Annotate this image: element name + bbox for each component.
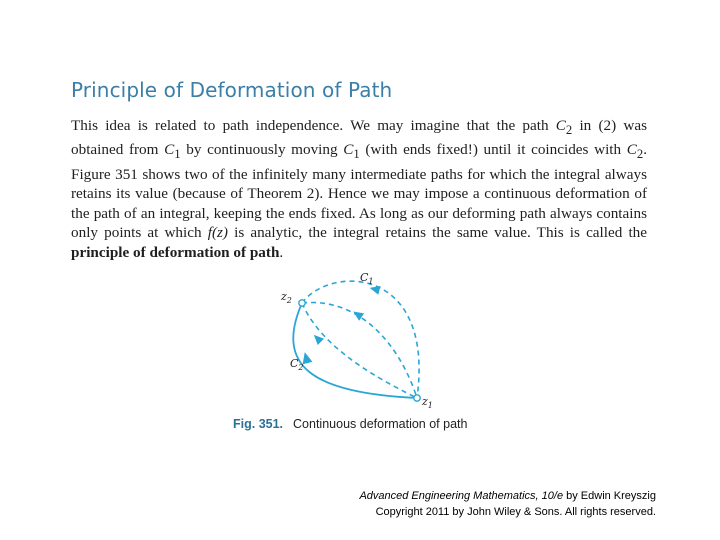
label-z1: $z_1$ xyxy=(422,395,433,410)
path-subscript: 2 xyxy=(565,123,573,138)
copyright-line: Copyright 2011 by John Wiley & Sons. All rights reserved. xyxy=(375,506,656,518)
figure-caption xyxy=(233,417,467,431)
endpoint-z2 xyxy=(299,300,305,306)
figure-number: Fig. 351. xyxy=(233,417,284,431)
endpoint-z1 xyxy=(414,395,420,401)
text-segment: . Figure 351 shows two of the infinitely many intermediate paths for which the integral always retains its value (because of Theorem 2). Hence we may impose a continuous deformation of the path of an integral, keeping the ends fixed. As long as our deforming path always contains only points at which xyxy=(71,141,648,242)
label-z2: $z_2$ xyxy=(281,290,292,305)
path-c2 xyxy=(293,303,417,398)
path-symbol: C xyxy=(164,141,175,159)
text-segment: by continuously moving xyxy=(180,141,344,159)
arrow-c1 xyxy=(374,289,378,290)
caption-text: Continuous deformation of path xyxy=(293,417,468,431)
function-symbol: f(z) xyxy=(207,224,228,242)
path-subscript: 1 xyxy=(353,147,360,162)
copyright-footer xyxy=(359,488,656,520)
path-symbol: C xyxy=(555,117,566,134)
text-segment: This idea is related to path independence. We may imagine that the path xyxy=(71,117,556,134)
book-line xyxy=(359,488,656,504)
path-subscript: 1 xyxy=(174,147,181,162)
path-intermediate-straight xyxy=(302,303,417,398)
text-segment: in (2) was obtained from xyxy=(71,117,647,159)
book-title: Advanced Engineering Mathematics, 10/e xyxy=(359,490,564,502)
arrow-straight xyxy=(317,338,320,341)
text-segment: . xyxy=(279,243,284,261)
section-title: Principle of Deformation of Path xyxy=(71,78,393,102)
label-c2: $C_2$ xyxy=(290,357,304,372)
text-segment: is analytic, the integral retains the same value. This is called the xyxy=(227,224,647,242)
book-author: by Edwin Kreyszig xyxy=(563,490,656,502)
path-subscript: 2 xyxy=(636,147,644,162)
label-c1: $C_1$ xyxy=(360,271,374,286)
path-intermediate-inner xyxy=(302,302,417,398)
body-paragraph xyxy=(71,116,647,262)
path-symbol: C xyxy=(626,141,637,159)
arrow-c2 xyxy=(306,357,307,361)
text-segment: (with ends fixed!) until it coincides with xyxy=(359,141,627,159)
deformation-figure xyxy=(250,265,450,415)
emphasis-term: principle of deformation of path xyxy=(71,243,280,261)
path-symbol: C xyxy=(343,141,354,159)
